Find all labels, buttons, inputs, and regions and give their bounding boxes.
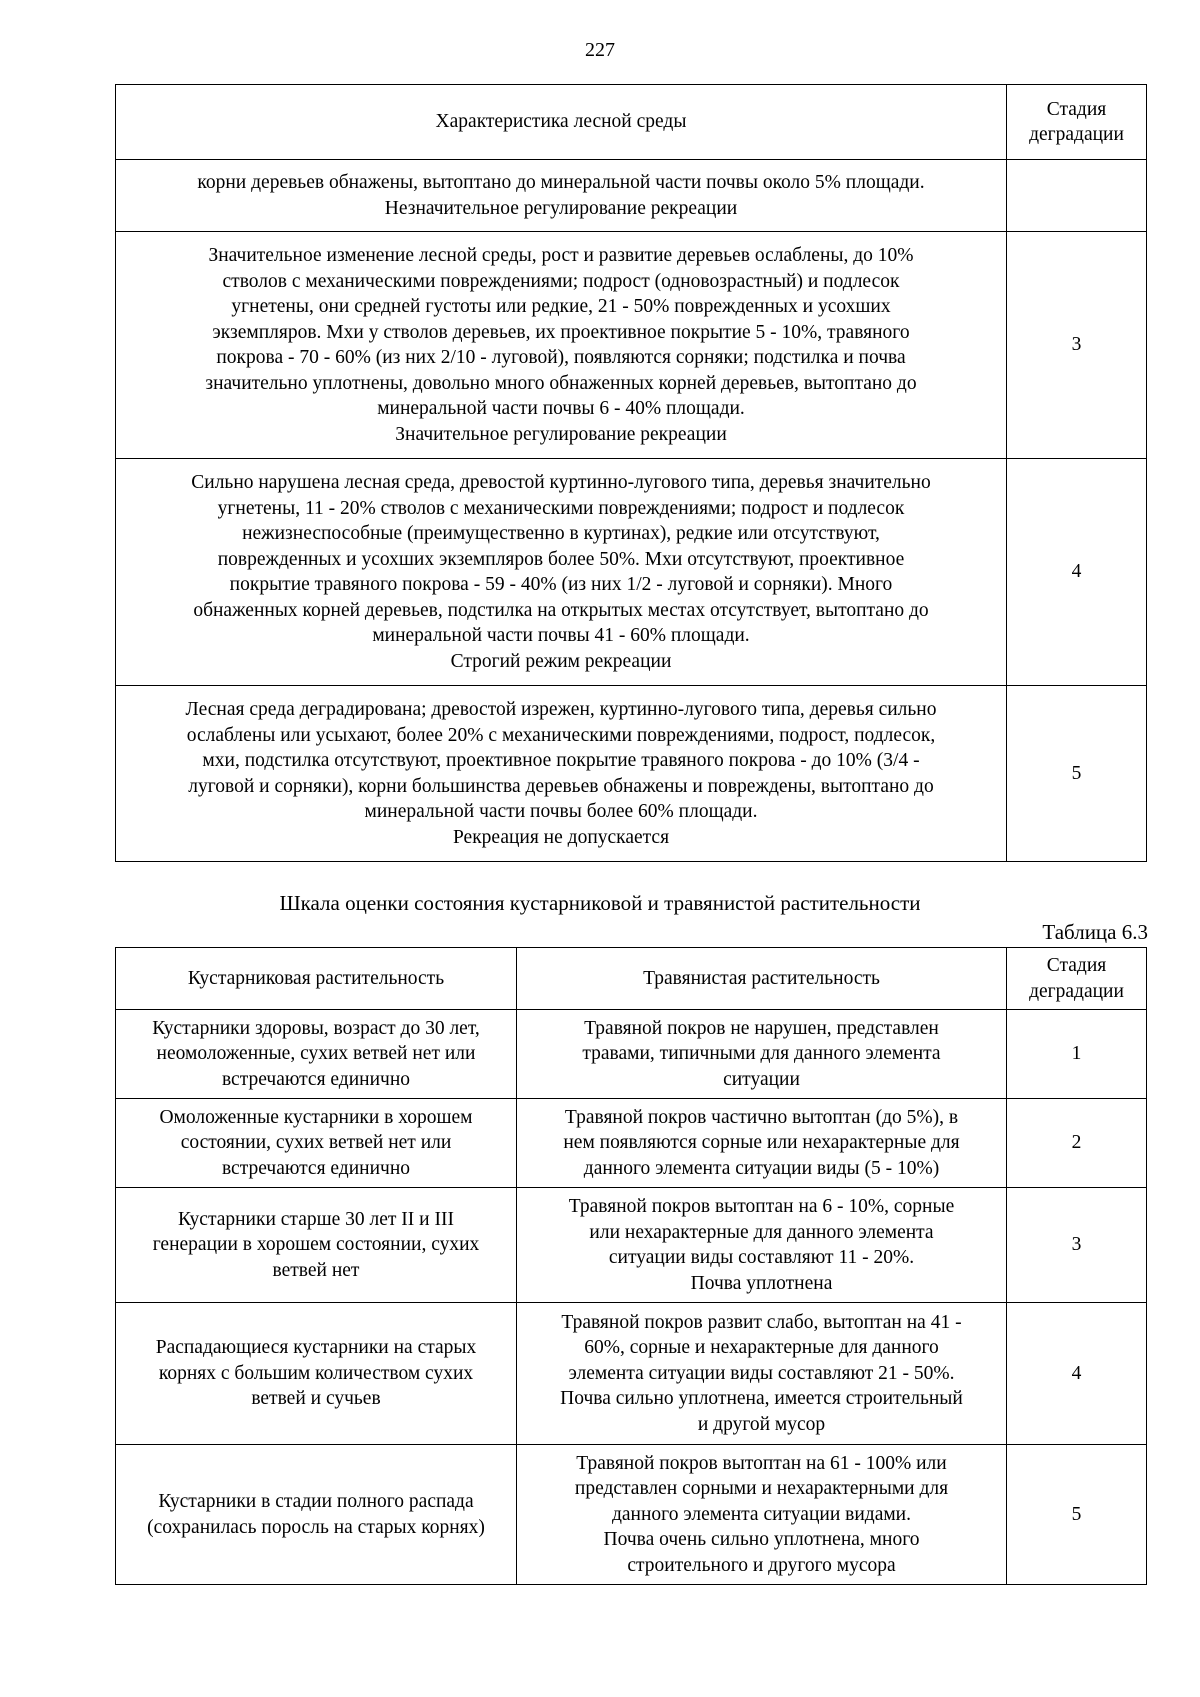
- grass-cell: Травяной покров вытоптан на 6 - 10%, сорные или нехарактерные для данного элемента ситуации виды составляют 11 - 20%. Почва уплотнена: [517, 1188, 1007, 1303]
- section-title: Шкала оценки состояния кустарниковой и травянистой растительности: [279, 891, 921, 915]
- shrub-cell: Кустарники в стадии полного распада (сохранилась поросль на старых корнях): [116, 1445, 517, 1585]
- forest-row-description: корни деревьев обнажены, вытоптано до минеральной части почвы около 5% площади. Незначительное регулирование рекреации: [116, 160, 1007, 232]
- header-characteristic: Характеристика лесной среды: [116, 85, 1007, 160]
- stage-cell: 1: [1007, 1010, 1147, 1099]
- page-number: 227: [585, 39, 615, 61]
- grass-cell: Травяной покров не нарушен, представлен травами, типичными для данного элемента ситуации: [517, 1010, 1007, 1099]
- forest-row-description: Лесная среда деградирована; древостой изрежен, куртинно-лугового типа, деревья сильно ослаблены или усыхают, более 20% с механическими повреждениями, подрост, подлесок, мхи, подстилка отсутствуют, проективное покрытие травяного покрова - до 10% (3/4 - луговой и сорняки), корни большинства деревьев обнажены и повреждены, вытоптано до минеральной части почвы более 60% площади. Рекреация не допускается: [116, 686, 1007, 862]
- shrub-cell: Кустарники старше 30 лет II и III генерации в хорошем состоянии, сухих ветвей нет: [116, 1188, 517, 1303]
- shrub-cell: Кустарники здоровы, возраст до 30 лет, неомоложенные, сухих ветвей нет или встречаются единично: [116, 1010, 517, 1099]
- header-shrub: Кустарниковая растительность: [116, 948, 517, 1010]
- header-stage: Стадия деградации: [1007, 948, 1147, 1010]
- forest-row-stage: 5: [1007, 686, 1147, 862]
- table-label: Таблица 6.3: [1042, 920, 1148, 944]
- grass-cell: Травяной покров вытоптан на 61 - 100% или представлен сорными и нехарактерными для данного элемента ситуации видами. Почва очень сильно уплотнена, много строительного и другого мусора: [517, 1445, 1007, 1585]
- stage-cell: 5: [1007, 1445, 1147, 1585]
- shrub-grass-table: [115, 947, 1147, 1585]
- grass-cell: Травяной покров развит слабо, вытоптан на 41 - 60%, сорные и нехарактерные для данного элемента ситуации виды составляют 21 - 50%. Почва сильно уплотнена, имеется строительный и другой мусор: [517, 1303, 1007, 1445]
- grass-cell: Травяной покров частично вытоптан (до 5%), в нем появляются сорные или нехарактерные для данного элемента ситуации виды (5 - 10%): [517, 1099, 1007, 1188]
- shrub-cell: Распадающиеся кустарники на старых корнях с большим количеством сухих ветвей и сучьев: [116, 1303, 517, 1445]
- forest-row-description: Сильно нарушена лесная среда, древостой куртинно-лугового типа, деревья значительно угнетены, 11 - 20% стволов с механическими повреждениями; подрост и подлесок нежизнеспособные (преимущественно в куртинах), редкие или отсутствуют, поврежденных и усохших экземпляров более 50%. Мхи отсутствуют, проективное покрытие травяного покрова - 59 - 40% (из них 1/2 - луговой и сорняки). Много обнаженных корней деревьев, подстилка на открытых местах отсутствует, вытоптано до минеральной части почвы 41 - 60% площади. Строгий режим рекреации: [116, 459, 1007, 686]
- header-stage: Стадия деградации: [1007, 85, 1147, 160]
- forest-row-description: Значительное изменение лесной среды, рост и развитие деревьев ослаблены, до 10% стволов с механическими повреждениями; подрост (одновозрастный) и подлесок угнетены, они средней густоты или редкие, 21 - 50% поврежденных и усохших экземпляров. Мхи у стволов деревьев, их проективное покрытие 5 - 10%, травяного покрова - 70 - 60% (из них 2/10 - луговой), появляются сорняки; подстилка и почва значительно уплотнены, довольно много обнаженных корней деревьев, вытоптано до минеральной части почвы 6 - 40% площади. Значительное регулирование рекреации: [116, 232, 1007, 459]
- forest-row-stage: 3: [1007, 232, 1147, 459]
- forest-degradation-table: [115, 84, 1147, 862]
- stage-cell: 2: [1007, 1099, 1147, 1188]
- shrub-cell: Омоложенные кустарники в хорошем состоянии, сухих ветвей нет или встречаются единично: [116, 1099, 517, 1188]
- header-grass: Травянистая растительность: [517, 948, 1007, 1010]
- forest-row-stage: [1007, 160, 1147, 232]
- stage-cell: 4: [1007, 1303, 1147, 1445]
- stage-cell: 3: [1007, 1188, 1147, 1303]
- forest-row-stage: 4: [1007, 459, 1147, 686]
